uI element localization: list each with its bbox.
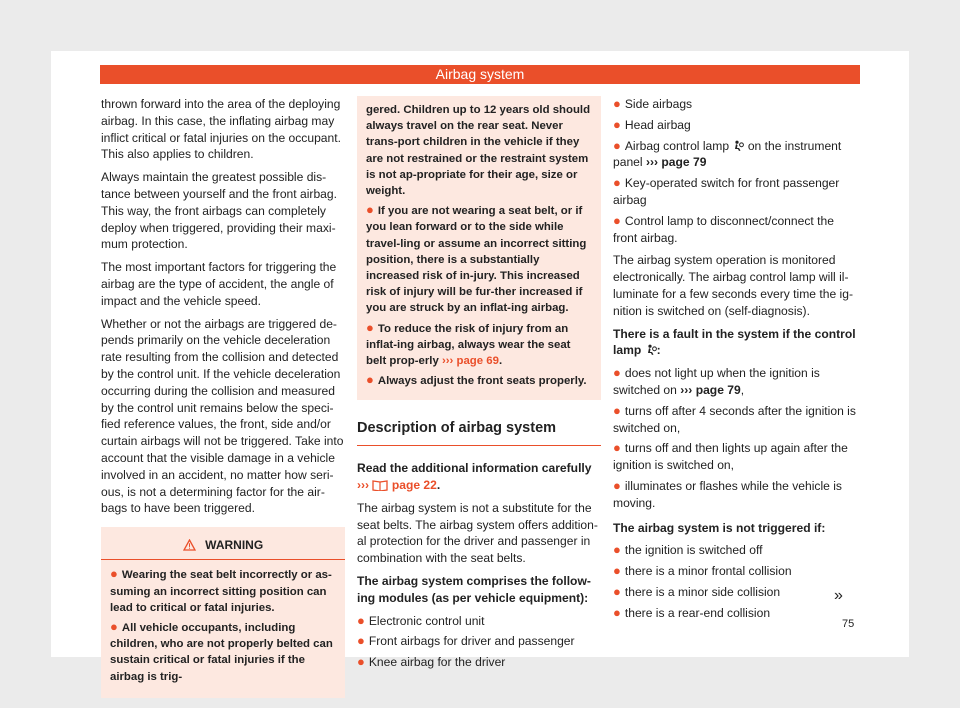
bullet-icon: ●	[613, 116, 621, 132]
bullet-icon: ●	[110, 618, 118, 634]
airbag-lamp-icon	[732, 140, 744, 152]
list-item: ● Control lamp to disconnect/connect the front airbag.	[613, 212, 834, 245]
bullet-icon: ●	[613, 175, 621, 191]
list-item: ● Electronic control unit	[357, 612, 485, 628]
bullet-icon: ●	[357, 633, 365, 649]
continue-mark: »	[834, 587, 843, 604]
paragraph: The airbag system is not a substitute for the seat belts. The airbag system offers addition-al protection for the driver and passenger in combination with the seat belts.	[357, 500, 598, 566]
list-item: ● illuminates or flashes while the vehicle is moving.	[613, 477, 842, 510]
warning-header	[101, 527, 345, 560]
book-icon	[372, 479, 388, 491]
bullet-icon: ●	[613, 604, 621, 620]
list-item: ● there is a rear-end collision	[613, 604, 771, 620]
list-item: ● turns off and then lights up again after the ignition is switched on,	[613, 440, 848, 473]
list-item: ● Airbag control lamp on the instrument panel ››› page 79	[613, 137, 842, 170]
list-item: ● does not light up when the ignition is switched on ››› page 79,	[613, 365, 820, 397]
page-link[interactable]: ››› page 79	[645, 155, 707, 170]
paragraph: thrown forward into the area of the deploying airbag. In this case, the inflating airbag may inflict critical or fatal injuries on the occupant. This also applies to children.	[101, 97, 341, 162]
page-link[interactable]: ››› page 79	[680, 382, 741, 397]
list-item: ● Head airbag	[613, 116, 691, 132]
list-item: ● All vehicle occupants, including children, who are not properly belted can sustain critical or fatal injuries if the airbag is trig-	[110, 618, 333, 683]
list-item: ● To reduce the risk of injury from an inflat-ing airbag, always wear the seat belt prop-erly ››› page 69.	[366, 319, 571, 368]
bullet-icon: ●	[613, 583, 621, 599]
list-item: ● Always adjust the front seats properly.	[366, 372, 587, 388]
warning-box	[101, 527, 345, 698]
bullet-icon: ●	[366, 319, 374, 335]
subheading: The airbag system is not triggered if:	[613, 520, 826, 535]
bullet-icon: ●	[613, 212, 621, 228]
bullet-icon: ●	[613, 137, 621, 153]
warning-triangle-icon	[183, 539, 196, 551]
bullet-icon: ●	[613, 402, 621, 418]
list-item: ● Front airbags for driver and passenger	[357, 633, 575, 649]
bullet-icon: ●	[613, 365, 621, 381]
paragraph: Whether or not the airbags are triggered de-pends primarily on the vehicle deceleration rate resulting from the collision and detected by the control unit. If the vehicle deceleration occurring during the collision and measured by the control unit remains below the speci-fied reference values, the front, side and/or curtain airbags will not be triggered. Take into account that the visible damage in a vehicle involved in an accident, no matter how seri-ous, is not a determining factor for the air-bags to have been triggered.	[101, 316, 344, 516]
subheading: The airbag system comprises the follow-ing modules (as per vehicle equipment):	[357, 574, 591, 605]
warning-continued-text: gered. Children up to 12 years old should always travel on the rear seat. Never trans-port children in the vehicle if they are not restrained or the restraint system is not ap-propriate for their age, size or weight.	[366, 104, 591, 198]
list-item: ● If you are not wearing a seat belt, or if you lean forward or to the side while travel-ling or assume an incorrect sitting position, there is a substantially increased risk of in-jury. This increased risk of injury will be fur-ther increased if you are struck by an inflat-ing airbag.	[366, 202, 587, 315]
bullet-icon: ●	[357, 612, 365, 628]
bullet-icon: ●	[613, 477, 621, 493]
paragraph: Always maintain the greatest possible dis-tance between yourself and the front airbag. This way, the front airbags can completely deploy when triggered, providing their maxi-mum protection.	[101, 170, 337, 252]
read-more-link[interactable]: ››› page 22	[357, 478, 437, 493]
page-number: 75	[842, 618, 855, 630]
bullet-icon: ●	[613, 563, 621, 579]
column-3	[613, 96, 859, 626]
bullet-icon: ●	[613, 96, 621, 111]
bullet-icon: ●	[366, 202, 374, 218]
bullet-icon: ●	[613, 440, 621, 456]
list-item: ● Wearing the seat belt incorrectly or as-suming an incorrect sitting position can lead to critical or fatal injuries.	[110, 566, 332, 614]
list-item: ● Knee airbag for the driver	[357, 654, 506, 670]
bullet-icon: ●	[366, 372, 374, 388]
list-item: ● turns off after 4 seconds after the ignition is switched on,	[613, 402, 856, 435]
paragraph: The airbag system operation is monitored electronically. The airbag control lamp will il-luminate for a few seconds every time the ig-nition is switched on (self-diagnosis).	[613, 253, 853, 318]
bullet-icon: ●	[110, 566, 118, 582]
read-more: Read the additional information carefully ››› page 22.	[357, 461, 592, 493]
list-item: ● there is a minor side collision	[613, 583, 781, 599]
warning-title: WARNING	[205, 538, 264, 553]
column-2	[357, 96, 601, 675]
paragraph: The most important factors for triggering the airbag are the type of accident, the angle of impact and the vehicle speed.	[101, 260, 337, 308]
page-link[interactable]: ››› page 69	[441, 355, 499, 368]
list-item: ● the ignition is switched off	[613, 542, 763, 558]
header-title: Airbag system	[435, 66, 525, 82]
airbag-lamp-icon	[645, 344, 657, 356]
section-title: Description of airbag system	[357, 420, 601, 446]
bullet-icon: ●	[613, 542, 621, 558]
page-header	[100, 65, 860, 84]
column-1	[101, 96, 345, 698]
list-item: ● Side airbags	[613, 96, 693, 111]
list-item: ● Key-operated switch for front passenger airbag	[613, 175, 840, 207]
bullet-icon: ●	[357, 654, 365, 670]
subheading: There is a fault in the system if the control lamp :	[613, 326, 856, 358]
list-item: ● there is a minor frontal collision	[613, 563, 792, 579]
warning-box-continued	[357, 96, 601, 400]
